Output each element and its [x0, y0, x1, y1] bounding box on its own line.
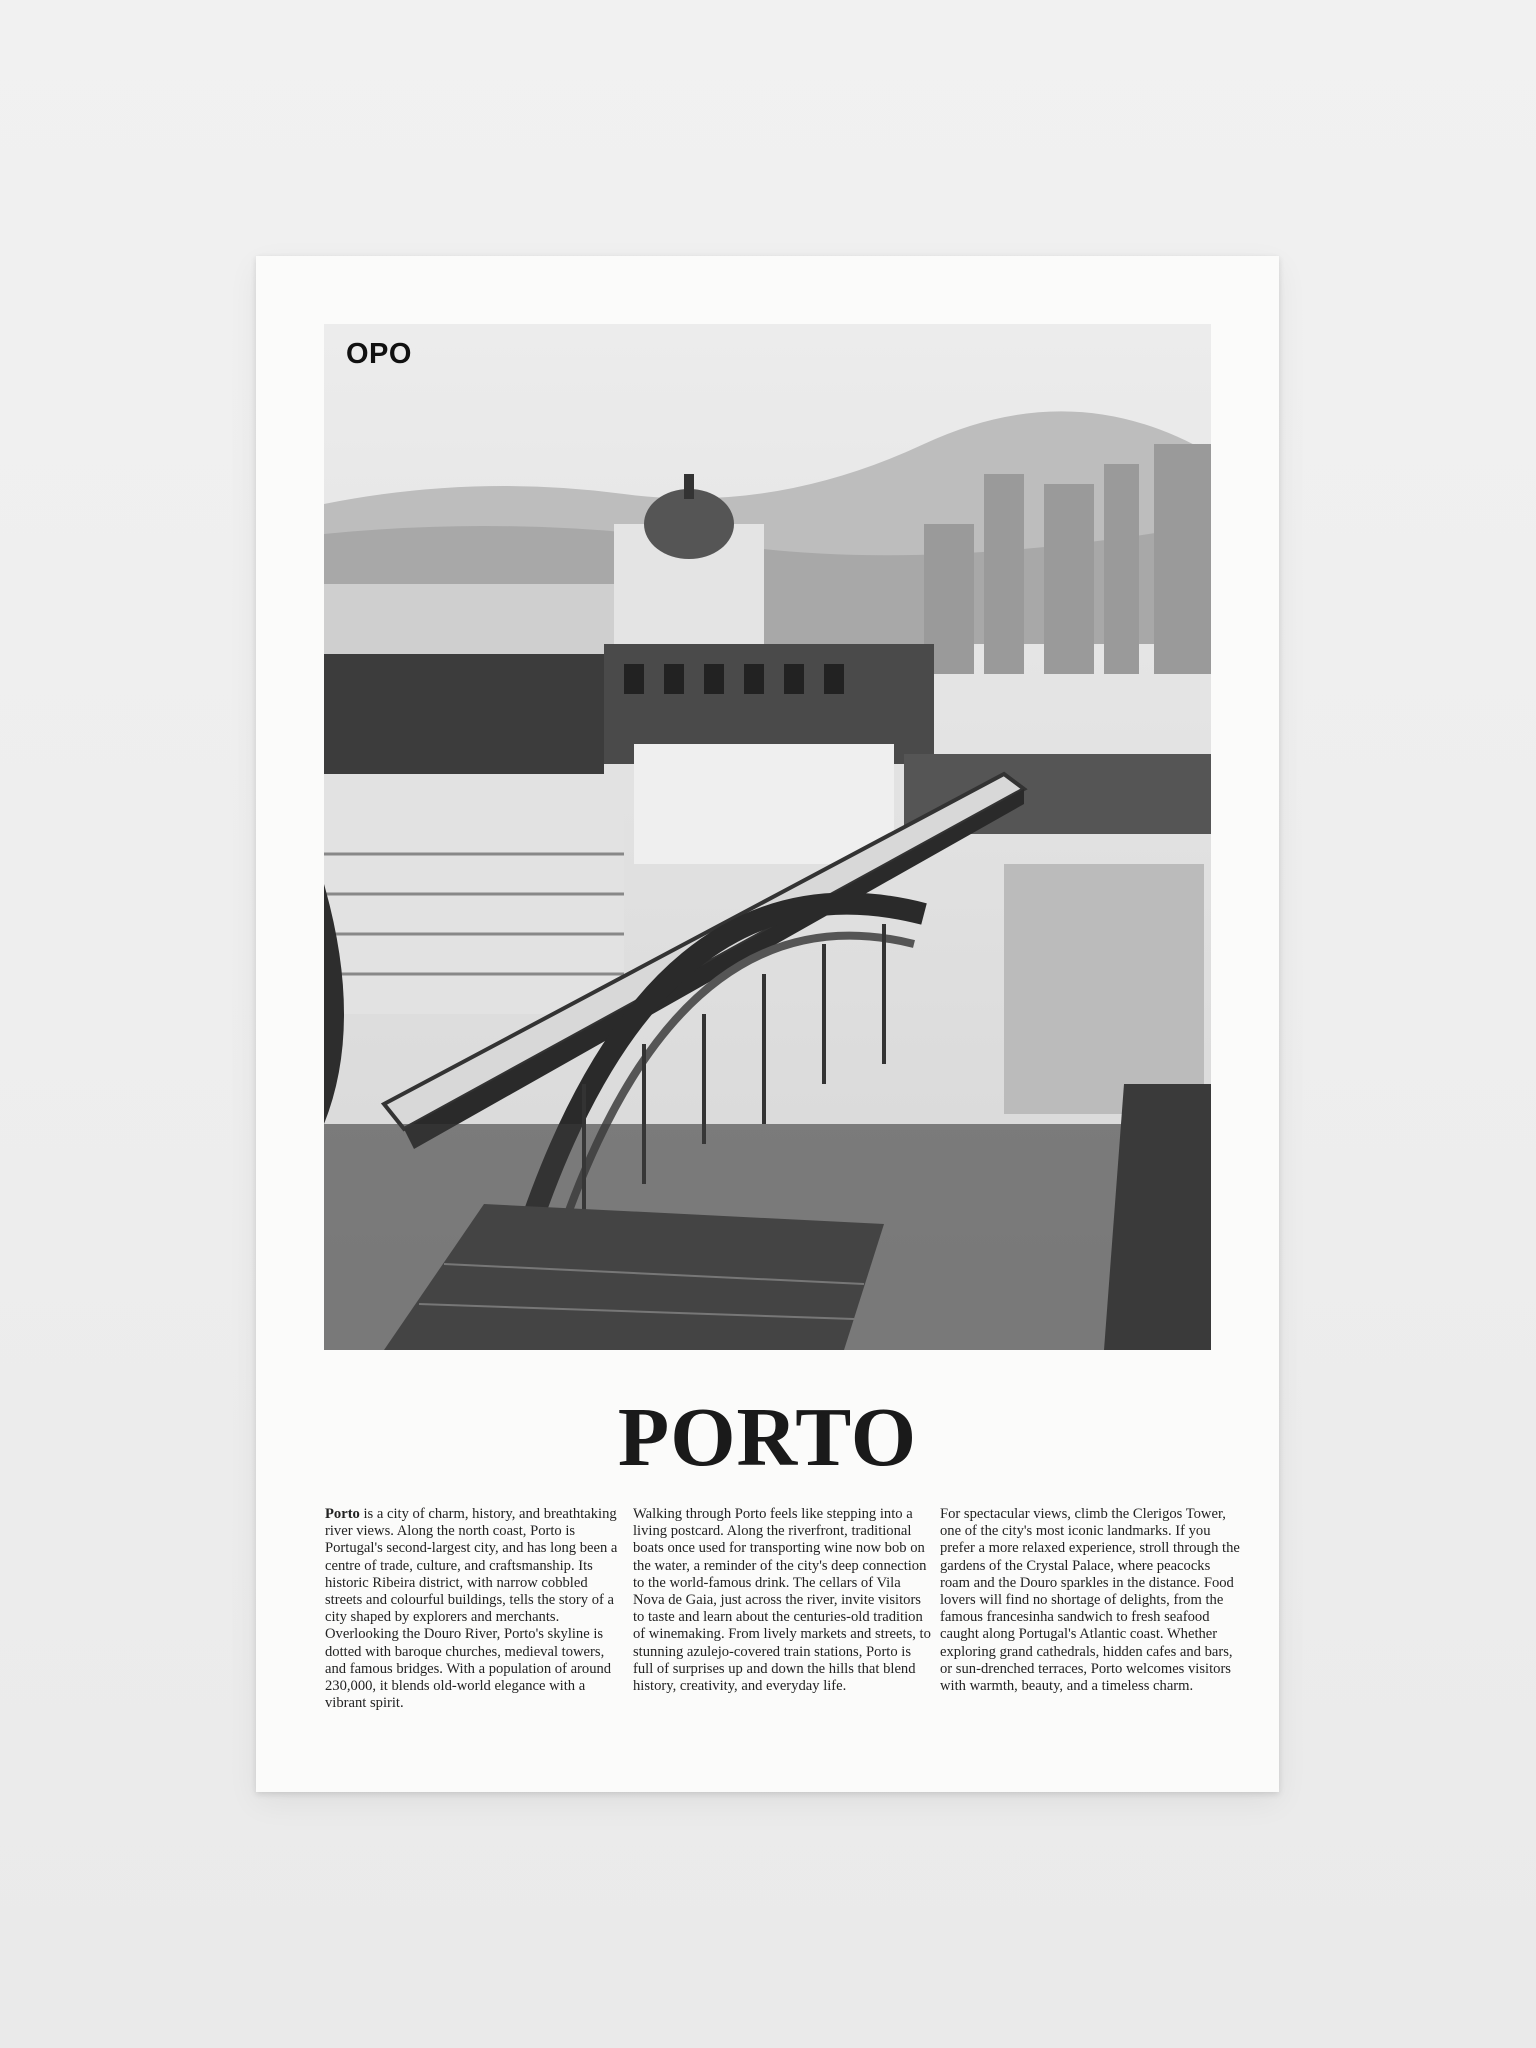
description-column-2: Walking through Porto feels like stepping into a living postcard. Along the riverfront, traditional boats once used for transporting wine now bob on the water, a reminder of the city's deep connection to the world-famous drink. The cellars of Vila Nova de Gaia, just across the river, invite visitors to taste and learn about the centuries-old tradition of winemaking. From lively markets and streets, to stunning azulejo-covered train stations, Porto is full of surprises up and down the hills that blend history, creativity, and everyday life.: [633, 1506, 931, 1695]
porto-bridge-photo: [324, 324, 1211, 1350]
bridge-photo-illustration: [324, 324, 1211, 1350]
column-1-text: is a city of charm, history, and breathtaking river views. Along the north coast, Porto is Portugal's second-largest city, and has long been a centre of trade, culture, and craftsmanship. Its historic Ribeira district, with narrow cobbled streets and colourful buildings, tells the story of a city shaped by explorers and merchants. Overlooking the Douro River, Porto's skyline is dotted with baroque churches, medieval towers, and famous bridges. With a population of around 230,000, it blends old-world elegance with a vibrant spirit.: [325, 1506, 618, 1712]
lead-word: Porto: [325, 1506, 360, 1522]
airport-code: OPO: [346, 338, 412, 370]
description-column-3: For spectacular views, climb the Clerigos Tower, one of the city's most iconic landmarks. If you prefer a more relaxed experience, stroll through the gardens of the Crystal Palace, where peacocks roam and the Douro sparkles in the distance. Food lovers will find no shortage of delights, from the famous francesinha sandwich to fresh seafood caught along Portugal's Atlantic coast. Whether exploring grand cathedrals, hidden cafes and bars, or sun-drenched terraces, Porto welcomes visitors with warmth, beauty, and a timeless charm.: [940, 1506, 1240, 1695]
description-column-1: [325, 1506, 625, 1712]
poster-title: PORTO: [617, 1391, 918, 1484]
poster: [256, 256, 1279, 1792]
